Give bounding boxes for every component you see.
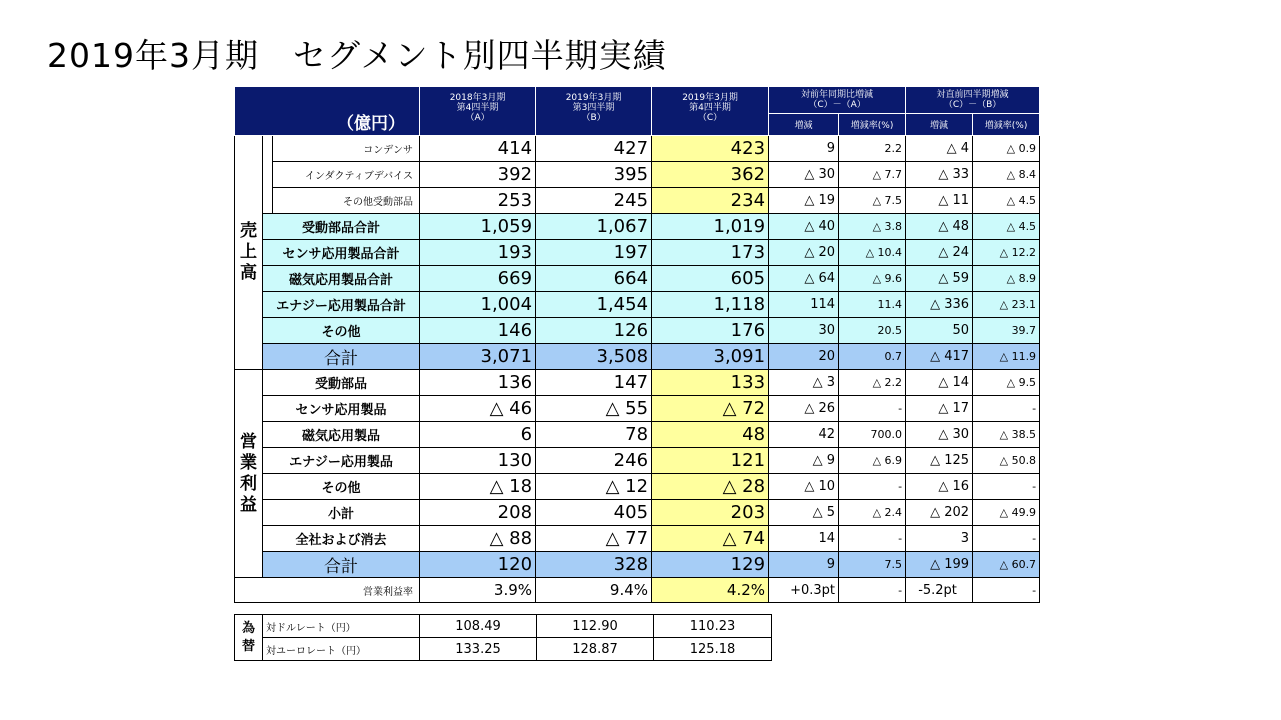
table-row: [235, 188, 1040, 214]
yoy-rate: △ 2.2: [839, 370, 906, 396]
qoq-rate: △ 4.5: [973, 214, 1040, 240]
value-a: △ 18: [420, 474, 536, 500]
value-c: 110.23: [654, 615, 772, 638]
qoq-rate: 39.7: [973, 318, 1040, 344]
yoy-diff: 42: [769, 422, 839, 448]
yoy-rate: 0.7: [839, 344, 906, 370]
yoy-diff: +0.3pt: [769, 578, 839, 603]
yoy-diff: △ 3: [769, 370, 839, 396]
value-b: 405: [536, 500, 652, 526]
yoy-rate: 7.5: [839, 552, 906, 578]
value-a: △ 46: [420, 396, 536, 422]
value-a: 130: [420, 448, 536, 474]
qoq-diff: -5.2pt: [906, 578, 973, 603]
qoq-diff: △ 30: [906, 422, 973, 448]
value-a: 392: [420, 162, 536, 188]
table-row: [235, 500, 1040, 526]
yoy-diff: 30: [769, 318, 839, 344]
qoq-rate: △ 49.9: [973, 500, 1040, 526]
qoq-diff: △ 336: [906, 292, 973, 318]
yoy-rate: △ 10.4: [839, 240, 906, 266]
table-row: [235, 370, 1040, 396]
header-period-b: 2019年3月期 第3四半期 （B）: [536, 87, 652, 136]
row-label: エナジー応用製品合計: [263, 292, 420, 318]
value-b: 664: [536, 266, 652, 292]
yoy-rate: 11.4: [839, 292, 906, 318]
qoq-diff: △ 202: [906, 500, 973, 526]
qoq-diff: △ 125: [906, 448, 973, 474]
value-a: 146: [420, 318, 536, 344]
value-b: 328: [536, 552, 652, 578]
row-label: 受動部品合計: [263, 214, 420, 240]
row-label: エナジー応用製品: [263, 448, 420, 474]
row-label: センサ応用製品: [263, 396, 420, 422]
value-c: 129: [652, 552, 769, 578]
value-c: 1,019: [652, 214, 769, 240]
yoy-diff: △ 10: [769, 474, 839, 500]
table-row: [235, 396, 1040, 422]
table-row: [235, 448, 1040, 474]
yoy-diff: △ 26: [769, 396, 839, 422]
value-b: 78: [536, 422, 652, 448]
unit-label: （億円）: [235, 87, 420, 136]
qoq-diff: △ 17: [906, 396, 973, 422]
value-c: 605: [652, 266, 769, 292]
row-label: センサ応用製品合計: [263, 240, 420, 266]
value-b: △ 77: [536, 526, 652, 552]
value-a: 414: [420, 136, 536, 162]
value-a: 120: [420, 552, 536, 578]
qoq-rate: △ 0.9: [973, 136, 1040, 162]
table-row: [235, 578, 1040, 603]
row-label: 受動部品: [263, 370, 420, 396]
qoq-rate: -: [973, 578, 1040, 603]
row-label: 対ユーロレート（円）: [263, 638, 420, 661]
value-c: △ 74: [652, 526, 769, 552]
header-qoq-diff: 増減: [906, 114, 973, 136]
value-b: 1,067: [536, 214, 652, 240]
yoy-rate: 2.2: [839, 136, 906, 162]
value-c: 173: [652, 240, 769, 266]
value-c: 121: [652, 448, 769, 474]
qoq-rate: △ 23.1: [973, 292, 1040, 318]
value-b: 197: [536, 240, 652, 266]
qoq-rate: -: [973, 396, 1040, 422]
fx-table: [234, 614, 772, 661]
qoq-diff: △ 59: [906, 266, 973, 292]
row-label: 合計: [263, 552, 420, 578]
value-c: 362: [652, 162, 769, 188]
row-label: その他: [263, 474, 420, 500]
qoq-rate: △ 12.2: [973, 240, 1040, 266]
value-a: 208: [420, 500, 536, 526]
row-label: その他: [263, 318, 420, 344]
value-a: 108.49: [420, 615, 537, 638]
table-row: [235, 240, 1040, 266]
qoq-diff: △ 199: [906, 552, 973, 578]
qoq-diff: △ 4: [906, 136, 973, 162]
row-label: 営業利益率: [235, 578, 420, 603]
yoy-diff: 9: [769, 552, 839, 578]
value-c: 4.2%: [652, 578, 769, 603]
header-yoy-diff: 増減: [769, 114, 839, 136]
value-b: 1,454: [536, 292, 652, 318]
yoy-rate: △ 3.8: [839, 214, 906, 240]
qoq-diff: 50: [906, 318, 973, 344]
header-period-c: 2019年3月期 第4四半期 （C）: [652, 87, 769, 136]
value-c: 125.18: [654, 638, 772, 661]
value-a: 669: [420, 266, 536, 292]
qoq-diff: △ 24: [906, 240, 973, 266]
sales-group-label: 売 上 高: [235, 136, 263, 370]
yoy-rate: △ 7.7: [839, 162, 906, 188]
row-label: 磁気応用製品: [263, 422, 420, 448]
yoy-diff: △ 9: [769, 448, 839, 474]
op-group-label: 営 業 利 益: [235, 370, 263, 578]
value-a: △ 88: [420, 526, 536, 552]
value-c: 423: [652, 136, 769, 162]
row-label: 対ドルレート（円）: [263, 615, 420, 638]
value-b: 427: [536, 136, 652, 162]
table-row: [235, 266, 1040, 292]
value-c: 3,091: [652, 344, 769, 370]
value-a: 3.9%: [420, 578, 536, 603]
value-a: 1,059: [420, 214, 536, 240]
yoy-rate: -: [839, 474, 906, 500]
yoy-rate: △ 7.5: [839, 188, 906, 214]
value-a: 133.25: [420, 638, 537, 661]
table-row: [235, 162, 1040, 188]
header-qoq-rate: 増減率(%): [973, 114, 1040, 136]
qoq-diff: 3: [906, 526, 973, 552]
value-c: 133: [652, 370, 769, 396]
value-c: 48: [652, 422, 769, 448]
value-a: 1,004: [420, 292, 536, 318]
header-period-a: 2018年3月期 第4四半期 （A）: [420, 87, 536, 136]
value-a: 3,071: [420, 344, 536, 370]
value-b: 3,508: [536, 344, 652, 370]
qoq-rate: △ 50.8: [973, 448, 1040, 474]
table-row: [235, 526, 1040, 552]
qoq-diff: △ 14: [906, 370, 973, 396]
value-b: 246: [536, 448, 652, 474]
yoy-diff: △ 64: [769, 266, 839, 292]
header-yoy-rate: 増減率(%): [839, 114, 906, 136]
yoy-rate: △ 9.6: [839, 266, 906, 292]
yoy-diff: △ 20: [769, 240, 839, 266]
yoy-rate: 700.0: [839, 422, 906, 448]
row-label: 磁気応用製品合計: [263, 266, 420, 292]
row-label: その他受動部品: [273, 188, 420, 214]
table-row: [235, 422, 1040, 448]
header-qoq: 対直前四半期増減 （C）－（B）: [906, 87, 1040, 114]
qoq-rate: △ 11.9: [973, 344, 1040, 370]
yoy-diff: △ 40: [769, 214, 839, 240]
value-b: △ 12: [536, 474, 652, 500]
table-row: [235, 214, 1040, 240]
qoq-rate: △ 8.4: [973, 162, 1040, 188]
qoq-rate: -: [973, 526, 1040, 552]
yoy-diff: △ 19: [769, 188, 839, 214]
value-c: 203: [652, 500, 769, 526]
segment-table: [234, 86, 1040, 603]
value-b: △ 55: [536, 396, 652, 422]
value-b: 395: [536, 162, 652, 188]
table-row: [235, 318, 1040, 344]
header-yoy: 対前年同期比増減 （C）－（A）: [769, 87, 906, 114]
value-a: 136: [420, 370, 536, 396]
yoy-diff: 9: [769, 136, 839, 162]
table-row: [235, 615, 772, 638]
yoy-diff: 114: [769, 292, 839, 318]
yoy-rate: △ 2.4: [839, 500, 906, 526]
value-c: △ 72: [652, 396, 769, 422]
qoq-rate: △ 38.5: [973, 422, 1040, 448]
qoq-rate: △ 4.5: [973, 188, 1040, 214]
value-a: 6: [420, 422, 536, 448]
yoy-rate: 20.5: [839, 318, 906, 344]
value-c: 234: [652, 188, 769, 214]
value-c: 1,118: [652, 292, 769, 318]
table-row: [235, 638, 772, 661]
value-a: 253: [420, 188, 536, 214]
row-label: インダクティブデバイス: [273, 162, 420, 188]
yoy-rate: -: [839, 578, 906, 603]
yoy-rate: △ 6.9: [839, 448, 906, 474]
table-row: [235, 136, 1040, 162]
yoy-diff: 14: [769, 526, 839, 552]
fx-group-label: 為 替: [235, 615, 263, 661]
row-label: 全社および消去: [263, 526, 420, 552]
yoy-rate: -: [839, 526, 906, 552]
qoq-rate: △ 60.7: [973, 552, 1040, 578]
table-row: [235, 344, 1040, 370]
qoq-diff: △ 417: [906, 344, 973, 370]
yoy-diff: △ 5: [769, 500, 839, 526]
value-a: 193: [420, 240, 536, 266]
qoq-diff: △ 48: [906, 214, 973, 240]
qoq-diff: △ 11: [906, 188, 973, 214]
table-row: [235, 474, 1040, 500]
value-b: 147: [536, 370, 652, 396]
value-b: 9.4%: [536, 578, 652, 603]
value-b: 245: [536, 188, 652, 214]
qoq-rate: △ 9.5: [973, 370, 1040, 396]
yoy-diff: 20: [769, 344, 839, 370]
value-b: 112.90: [537, 615, 654, 638]
value-b: 126: [536, 318, 652, 344]
qoq-rate: △ 8.9: [973, 266, 1040, 292]
row-label: コンデンサ: [273, 136, 420, 162]
page-title: 2019年3月期 セグメント別四半期実績: [47, 36, 667, 75]
yoy-diff: △ 30: [769, 162, 839, 188]
value-b: 128.87: [537, 638, 654, 661]
value-c: 176: [652, 318, 769, 344]
table-row: [235, 552, 1040, 578]
qoq-rate: -: [973, 474, 1040, 500]
row-label: 小計: [263, 500, 420, 526]
yoy-rate: -: [839, 396, 906, 422]
indent-cell: [263, 136, 273, 214]
qoq-diff: △ 16: [906, 474, 973, 500]
row-label: 合計: [263, 344, 420, 370]
table-row: [235, 292, 1040, 318]
value-c: △ 28: [652, 474, 769, 500]
qoq-diff: △ 33: [906, 162, 973, 188]
